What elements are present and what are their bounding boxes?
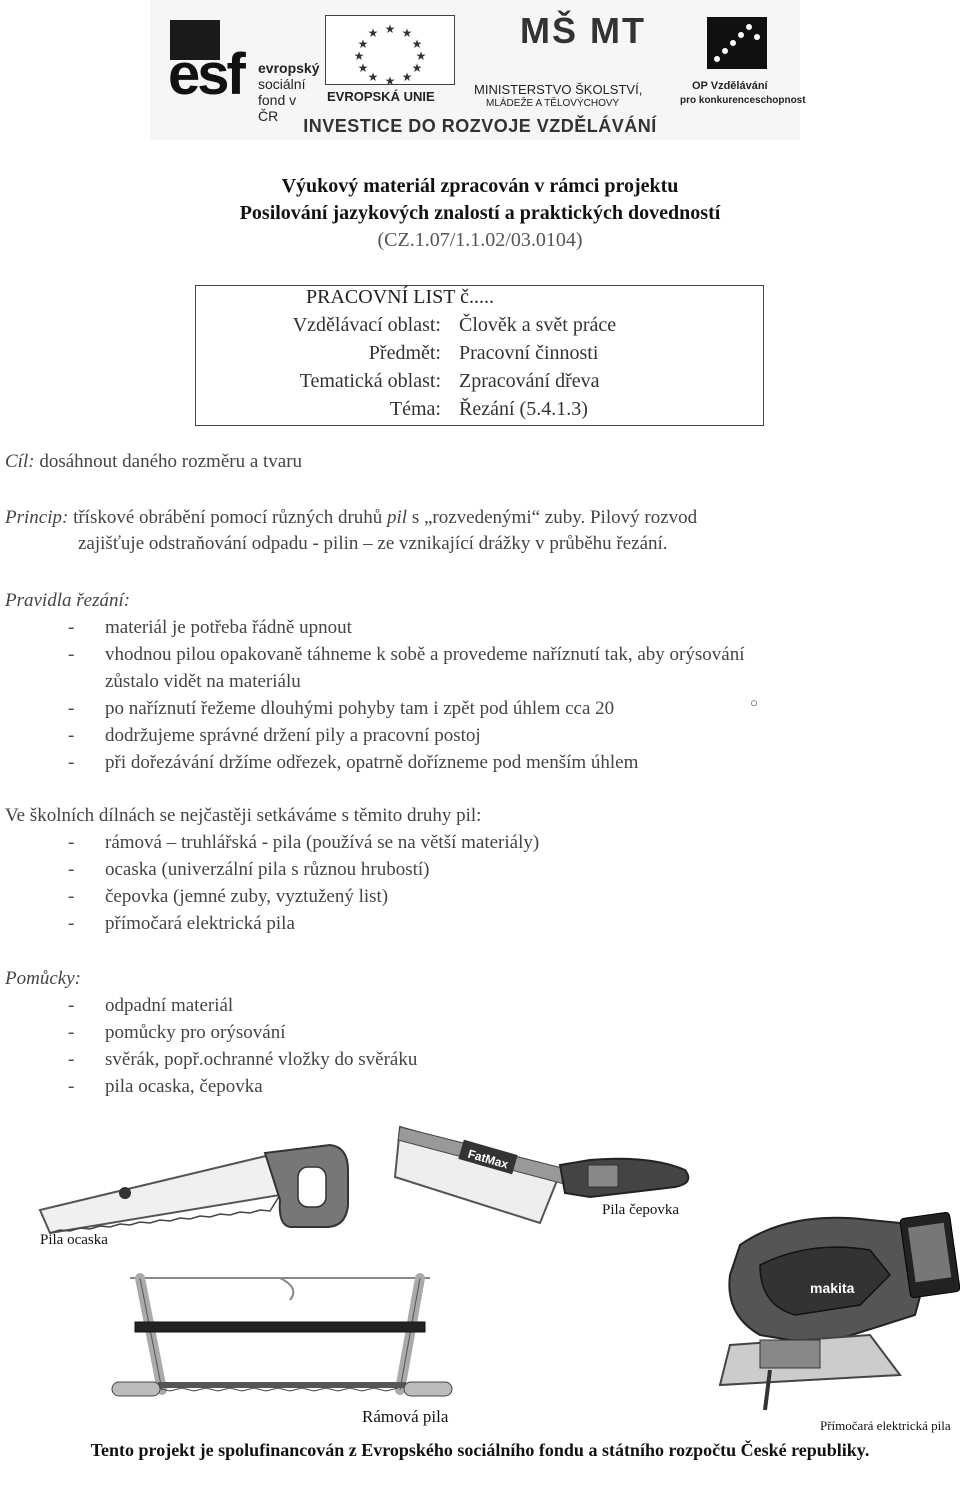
esf-line3: fond v ČR bbox=[258, 92, 297, 124]
list-item: - materiál je potřeba řádně upnout bbox=[68, 617, 352, 638]
esf-logo-text: esf bbox=[168, 42, 243, 107]
goal-text: dosáhnout daného rozměru a tvaru bbox=[34, 451, 303, 472]
hand-saw-image bbox=[30, 1135, 350, 1235]
principle-text-a: třískové obrábění pomocí různých druhů bbox=[68, 507, 388, 528]
list-item: - rámová – truhlářská - pila (používá se na větší materiály) bbox=[68, 832, 540, 853]
msmt-line1: MINISTERSTVO ŠKOLSTVÍ, bbox=[474, 82, 643, 97]
footer-note: Tento projekt je spolufinancován z Evropského sociálního fondu a státního rozpočtu České republiky. bbox=[90, 1440, 870, 1460]
esf-line2: sociální bbox=[258, 76, 306, 92]
caption-cepovka: Pila čepovka bbox=[602, 1202, 680, 1218]
svg-text:★: ★ bbox=[357, 37, 369, 51]
svg-text:★: ★ bbox=[401, 26, 413, 40]
op-logo bbox=[680, 10, 806, 110]
back-saw-brand: FatMax bbox=[466, 1146, 510, 1172]
title-line3: (CZ.1.07/1.1.02/03.0104) bbox=[377, 229, 583, 251]
goal-label: Cíl: bbox=[5, 451, 35, 472]
list-item: - pomůcky pro orýsování bbox=[68, 1022, 286, 1043]
msmt-logo bbox=[470, 10, 670, 110]
tools-heading: Pomůcky: bbox=[5, 968, 81, 989]
esf-logo bbox=[160, 15, 320, 124]
goal-line bbox=[5, 451, 302, 473]
svg-text:★: ★ bbox=[384, 74, 396, 85]
row-label-oblast: Vzdělávací oblast: bbox=[292, 314, 441, 336]
caption-ocaska: Pila ocaska bbox=[40, 1232, 108, 1248]
list-item: - odpadní materiál bbox=[68, 995, 234, 1016]
caption-ramova: Rámová pila bbox=[362, 1407, 449, 1426]
saws-list bbox=[68, 832, 948, 942]
tools-list bbox=[68, 995, 948, 1105]
list-item: - přímočará elektrická pila bbox=[68, 913, 295, 934]
list-item: - svěrák, popř.ochranné vložky do svěráku bbox=[68, 1049, 418, 1070]
svg-text:★: ★ bbox=[411, 37, 423, 51]
row-value-tematicka: Zpracování dřeva bbox=[459, 370, 600, 392]
principle-text-pil: pil bbox=[387, 507, 408, 528]
degree-symbol-icon: ○ bbox=[750, 695, 758, 710]
frame-saw-image bbox=[100, 1270, 460, 1410]
list-item: - vhodnou pilou opakovaně táhneme k sobě a provedeme naříznutí tak, aby orýsování bbox=[68, 644, 745, 665]
eu-flag bbox=[325, 15, 455, 105]
jigsaw-image bbox=[700, 1205, 960, 1415]
row-label-tema: Téma: bbox=[389, 398, 441, 420]
svg-text:★: ★ bbox=[367, 70, 379, 84]
eu-label: EVROPSKÁ UNIE bbox=[327, 89, 435, 104]
caption-primocara: Přímočará elektrická pila bbox=[820, 1418, 951, 1433]
row-label-tematicka: Tematická oblast: bbox=[299, 370, 441, 392]
worksheet-box bbox=[195, 285, 764, 426]
rules-list bbox=[68, 617, 948, 777]
list-item: - pila ocaska, čepovka bbox=[68, 1076, 263, 1097]
list-item: - při dořezávání držíme odřezek, opatrně dořízneme pod menším úhlem bbox=[68, 752, 639, 773]
row-value-oblast: Člověk a svět práce bbox=[459, 314, 617, 336]
msmt-mark: MŠ MT bbox=[520, 10, 646, 51]
list-item: - ocaska (univerzální pila s různou hrubostí) bbox=[68, 859, 430, 880]
principle-line1 bbox=[5, 507, 697, 529]
op-square-icon bbox=[705, 15, 775, 75]
list-item: zůstalo vidět na materiálu bbox=[105, 671, 301, 692]
list-item: - po naříznutí řežeme dlouhými pohyby tam i zpět pod úhlem cca 20 ○ bbox=[68, 695, 758, 719]
principle-text-c: s „rozvedenými“ zuby. Pilový rozvod bbox=[407, 507, 698, 528]
svg-text:★: ★ bbox=[411, 61, 423, 75]
jigsaw-brand: makita bbox=[810, 1280, 855, 1296]
principle-label: Princip: bbox=[5, 507, 69, 528]
msmt-line2: MLÁDEŽE A TĚLOVÝCHOVY bbox=[486, 98, 620, 109]
svg-text:★: ★ bbox=[353, 49, 365, 63]
title-line2: Posilování jazykových znalostí a praktických dovedností bbox=[239, 202, 721, 224]
title-line1: Výukový materiál zpracován v rámci projektu bbox=[281, 175, 679, 197]
investice-banner: INVESTICE DO ROZVOJE VZDĚLÁVÁNÍ bbox=[303, 116, 657, 136]
esf-line1: evropský bbox=[258, 60, 320, 76]
op-line2: pro konkurenceschopnost bbox=[680, 95, 806, 106]
svg-text:★: ★ bbox=[384, 22, 396, 36]
list-item: - dodržujeme správné držení pily a pracovní postoj bbox=[68, 725, 481, 746]
row-value-predmet: Pracovní činnosti bbox=[459, 342, 599, 364]
eu-flag-icon bbox=[325, 15, 455, 85]
rules-heading: Pravidla řezání: bbox=[5, 590, 131, 611]
svg-text:★: ★ bbox=[415, 49, 427, 63]
row-label-predmet: Předmět: bbox=[368, 342, 441, 364]
svg-text:★: ★ bbox=[367, 26, 379, 40]
worksheet-heading: PRACOVNÍ LIST č..... bbox=[306, 286, 494, 308]
svg-text:★: ★ bbox=[401, 70, 413, 84]
principle-line2: zajišťuje odstraňování odpadu - pilin – ze vznikající drážky v průběhu řezání. bbox=[78, 533, 668, 554]
op-line1: OP Vzdělávání bbox=[692, 80, 768, 92]
row-value-tema: Řezání (5.4.1.3) bbox=[459, 398, 588, 420]
list-item: - čepovka (jemné zuby, vyztužený list) bbox=[68, 886, 389, 907]
saw-brand-mark-icon bbox=[119, 1187, 131, 1199]
saws-heading: Ve školních dílnách se nejčastěji setkáváme s těmito druhy pil: bbox=[5, 805, 482, 826]
svg-text:★: ★ bbox=[357, 61, 369, 75]
